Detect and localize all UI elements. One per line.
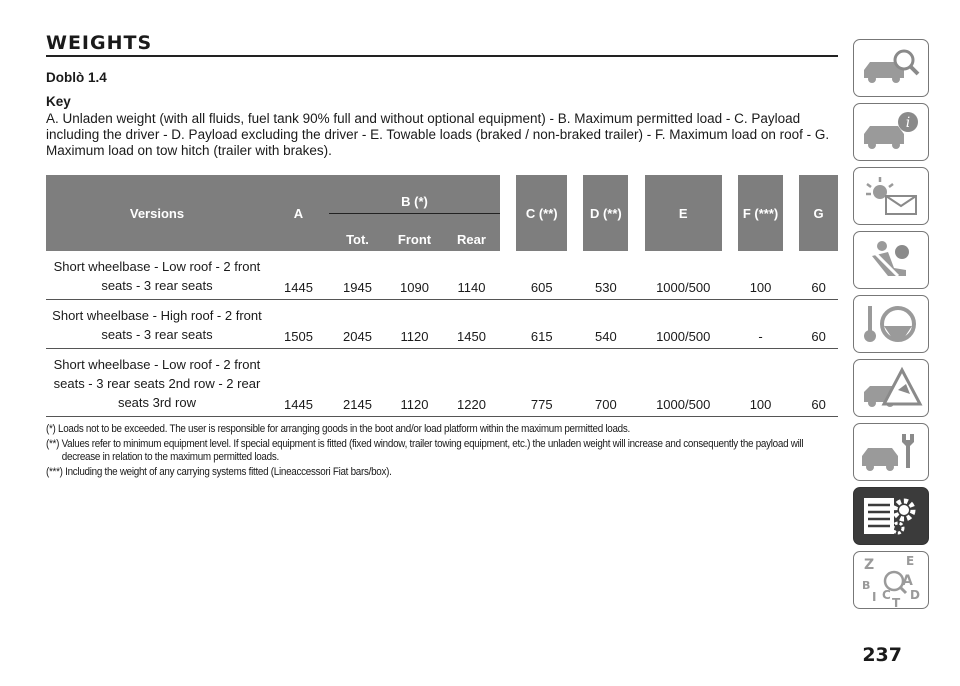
svg-text:B: B bbox=[862, 579, 871, 592]
svg-text:T: T bbox=[892, 596, 901, 607]
cell-b-rear: 1220 bbox=[443, 349, 500, 417]
table-row bbox=[46, 300, 838, 349]
header-b-front: Front bbox=[386, 214, 443, 251]
cell-g: 60 bbox=[799, 349, 838, 417]
chapter-tabs bbox=[853, 39, 931, 615]
footnote-3: (***) Including the weight of any carrying systems fitted (Lineaccessori Fiat bars/box). bbox=[46, 466, 392, 478]
header-c: C (**) bbox=[516, 175, 567, 251]
cell-c: 615 bbox=[516, 300, 567, 349]
cell-version: Short wheelbase - High roof - 2 front seats - 3 rear seats bbox=[46, 300, 268, 349]
header-g: G bbox=[799, 175, 838, 251]
cell-a: 1445 bbox=[268, 251, 329, 300]
svg-text:Z: Z bbox=[864, 557, 875, 573]
cell-f: - bbox=[738, 300, 783, 349]
tab-safety[interactable] bbox=[853, 231, 929, 289]
cell-d: 530 bbox=[583, 251, 628, 300]
table-row bbox=[46, 349, 838, 417]
seat-airbag-icon bbox=[858, 236, 924, 284]
header-d: D (**) bbox=[583, 175, 628, 251]
steering-key-icon bbox=[858, 300, 924, 348]
car-breakdown-icon bbox=[858, 364, 924, 412]
cell-b-tot: 1945 bbox=[329, 251, 386, 300]
car-magnifier-icon bbox=[858, 44, 924, 92]
cell-c: 775 bbox=[516, 349, 567, 417]
cell-b-rear: 1450 bbox=[443, 300, 500, 349]
svg-text:E: E bbox=[906, 554, 915, 568]
tab-warning-lights[interactable] bbox=[853, 167, 929, 225]
footnote-1: (*) Loads not to be exceeded. The user is responsible for arranging goods in the boot and/or load platform within the maximum permitted loads. bbox=[46, 423, 630, 435]
header-versions: Versions bbox=[46, 175, 268, 251]
cell-a: 1445 bbox=[268, 349, 329, 417]
weights-table bbox=[46, 175, 838, 417]
car-wrench-icon bbox=[858, 428, 924, 476]
header-b: B (*) bbox=[329, 175, 500, 214]
cell-b-front: 1090 bbox=[386, 251, 443, 300]
cell-version: Short wheelbase - Low roof - 2 front seats - 3 rear seats bbox=[46, 251, 268, 300]
cell-b-front: 1120 bbox=[386, 300, 443, 349]
cell-b-tot: 2045 bbox=[329, 300, 386, 349]
section-title: WEIGHTS bbox=[46, 32, 838, 57]
cell-f: 100 bbox=[738, 251, 783, 300]
cell-e: 1000/500 bbox=[645, 251, 722, 300]
header-f: F (***) bbox=[738, 175, 783, 251]
header-a: A bbox=[268, 175, 329, 251]
footnotes bbox=[46, 423, 838, 479]
svg-text:D: D bbox=[910, 588, 920, 602]
cell-b-tot: 2145 bbox=[329, 349, 386, 417]
key-title: Key bbox=[46, 94, 71, 109]
svg-text:A: A bbox=[902, 573, 913, 589]
svg-text:i: i bbox=[905, 115, 911, 131]
car-info-icon bbox=[858, 108, 924, 156]
header-e: E bbox=[645, 175, 722, 251]
cell-e: 1000/500 bbox=[645, 349, 722, 417]
cell-g: 60 bbox=[799, 251, 838, 300]
table-row bbox=[46, 251, 838, 300]
cell-d: 700 bbox=[583, 349, 628, 417]
header-b-rear: Rear bbox=[443, 214, 500, 251]
tab-technical-specifications[interactable] bbox=[853, 487, 929, 545]
warning-lights-icon bbox=[858, 172, 924, 220]
tab-starting-driving[interactable] bbox=[853, 295, 929, 353]
header-b-tot: Tot. bbox=[329, 214, 386, 251]
svg-text:I: I bbox=[872, 590, 877, 604]
cell-a: 1505 bbox=[268, 300, 329, 349]
model-subtitle: Doblò 1.4 bbox=[46, 70, 107, 85]
specs-gear-icon bbox=[858, 492, 924, 540]
page-content bbox=[46, 32, 838, 481]
cell-b-front: 1120 bbox=[386, 349, 443, 417]
tab-knowing-instrument-panel[interactable] bbox=[853, 103, 929, 161]
tab-maintenance[interactable] bbox=[853, 423, 929, 481]
key-text: A. Unladen weight (with all fluids, fuel tank 90% full and without optional equipment) - B. Maximum permitted load - C. Payload including the driver - D. Payload excluding the driver - E. Towable loads (braked / non-braked trailer) - F. Maximum load on roof - G. Maximum load on tow hitch (trailer with brakes). bbox=[46, 111, 830, 158]
cell-f: 100 bbox=[738, 349, 783, 417]
tab-knowing-car[interactable] bbox=[853, 39, 929, 97]
page-number: 237 bbox=[862, 644, 902, 666]
svg-text:C: C bbox=[882, 588, 891, 602]
alphabet-index-icon bbox=[858, 553, 924, 607]
tab-emergency[interactable] bbox=[853, 359, 929, 417]
cell-e: 1000/500 bbox=[645, 300, 722, 349]
cell-version: Short wheelbase - Low roof - 2 front seats - 3 rear seats 2nd row - 2 rear seats 3rd row bbox=[46, 349, 268, 417]
cell-c: 605 bbox=[516, 251, 567, 300]
footnote-2: (**) Values refer to minimum equipment level. If special equipment is fitted (fixed window, trailer towing equipment, etc.) the unladen weight will increase and consequently the payload will decrease in relation to the maximum permitted loads. bbox=[46, 438, 804, 463]
cell-d: 540 bbox=[583, 300, 628, 349]
cell-b-rear: 1140 bbox=[443, 251, 500, 300]
tab-index[interactable] bbox=[853, 551, 929, 609]
cell-g: 60 bbox=[799, 300, 838, 349]
